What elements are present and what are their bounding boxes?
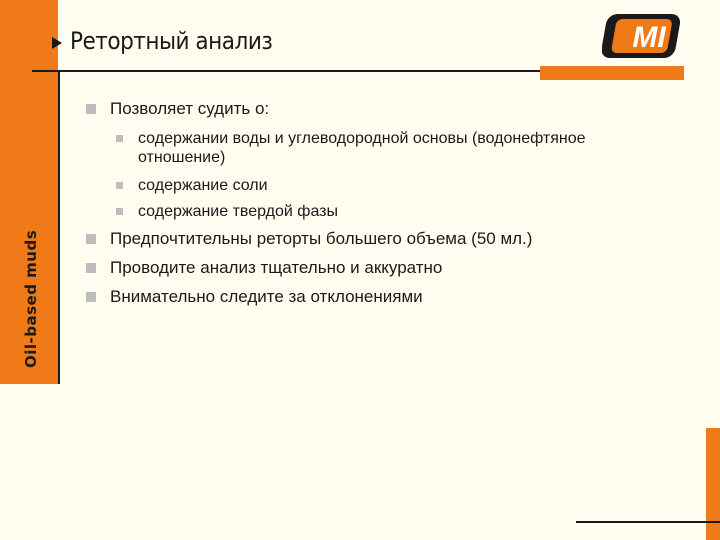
bullet-square-icon [116,135,123,142]
bullet-text: Позволяет судить о: [110,99,270,118]
side-label: Oil-based muds [22,229,40,368]
title-arrow-icon [52,37,62,49]
sub-bullet-item-1 [116,129,646,167]
bullet-square-icon [86,263,96,273]
sub-bullet-item-3 [116,202,646,221]
bullet-item-1 [86,99,269,119]
bullet-square-icon [86,234,96,244]
sub-bullet-text: содержании воды и углеводородной основы (водонефтяное отношение) [138,130,586,166]
bullet-square-icon [86,104,96,114]
left-bar-edge [58,70,60,384]
bullet-item-4 [86,287,423,307]
bullet-text: Внимательно следите за отклонениями [110,287,423,306]
sub-bullet-text: содержание твердой фазы [138,203,338,220]
bullet-square-icon [116,208,123,215]
svg-text:MI: MI [632,21,666,54]
slide-title: Ретортный анализ [70,27,273,55]
bullet-item-3 [86,258,442,278]
bullet-square-icon [86,292,96,302]
bullet-square-icon [116,182,123,189]
bullet-text: Предпочтительны реторты большего объема (50 мл.) [110,229,533,248]
right-accent-bar [706,428,720,540]
bullet-item-2 [86,229,532,249]
bullet-text: Проводите анализ тщательно и аккуратно [110,258,443,277]
mi-logo [602,12,684,60]
bottom-rule [576,521,720,523]
sub-bullet-text: содержание соли [138,177,268,194]
sub-bullet-item-2 [116,176,646,195]
orange-strip [540,66,684,80]
